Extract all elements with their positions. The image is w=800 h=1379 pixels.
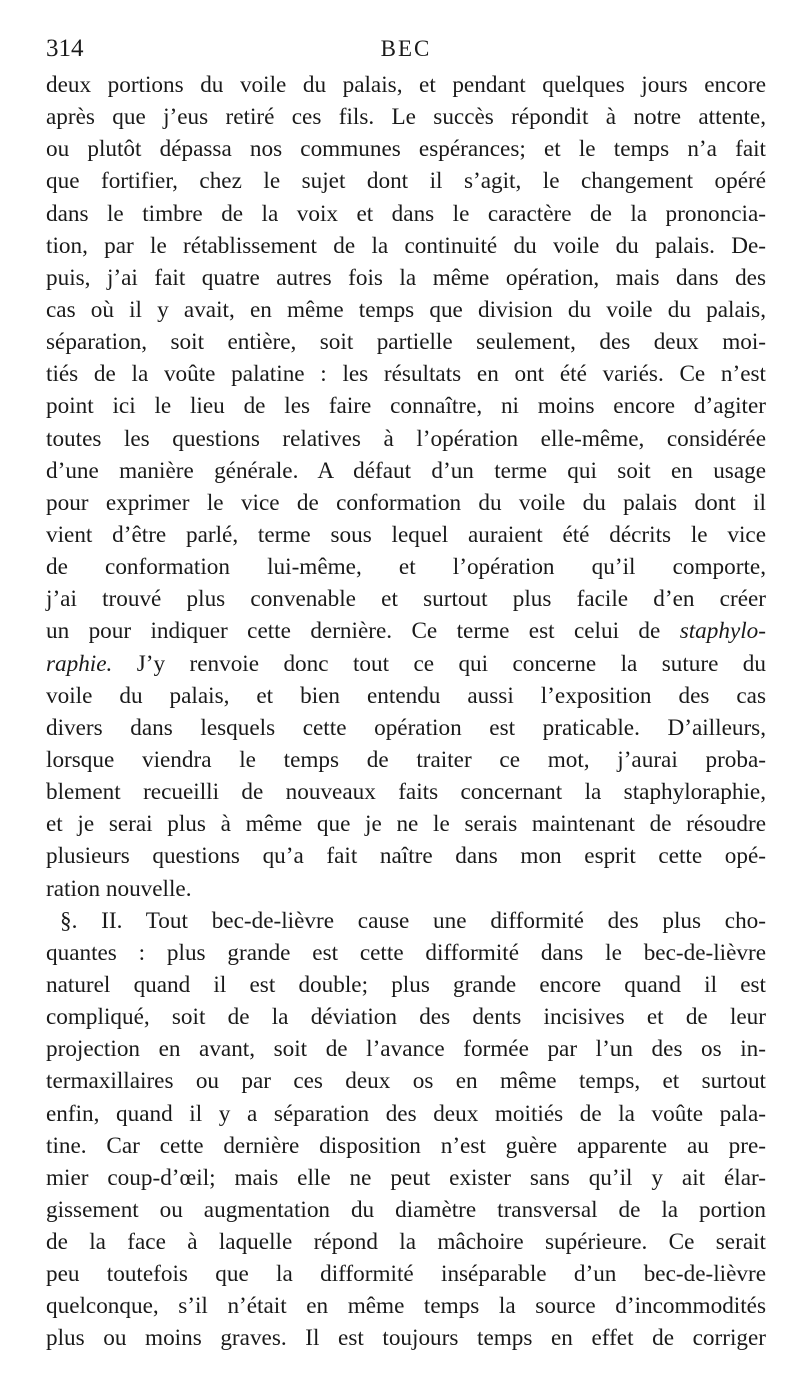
text-line: ou plutôt dépassa nos communes espérances; et le temps n’a fait bbox=[46, 136, 766, 163]
text-line: plusieurs questions qu’a fait naître dans mon esprit cette opé- bbox=[46, 843, 766, 870]
text-line: mier coup-d’œil; mais elle ne peut exister sans qu’il y ait élar- bbox=[46, 1164, 766, 1191]
running-head: BEC bbox=[380, 36, 432, 61]
text-segment: J’y renvoie donc tout ce qui concerne la suture du bbox=[112, 650, 766, 677]
text-line: gissement ou augmentation du diamètre transversal de la portion bbox=[46, 1196, 766, 1223]
text-line: tiés de la voûte palatine : les résultats en ont été variés. Ce n’est bbox=[46, 361, 766, 388]
text-line: §. II. Tout bec-de-lièvre cause une difformité des plus cho- bbox=[60, 907, 766, 934]
text-line: de conformation lui-même, et l’opération qu’il comporte, bbox=[46, 554, 766, 581]
text-line: d’une manière générale. A défaut d’un terme qui soit en usage bbox=[46, 457, 766, 484]
text-line: projection en avant, soit de l’avance formée par l’un des os in- bbox=[46, 1036, 766, 1063]
text-line: de la face à laquelle répond la mâchoire supérieure. Ce serait bbox=[46, 1229, 766, 1256]
text-line: séparation, soit entière, soit partielle seulement, des deux moi- bbox=[46, 329, 766, 356]
text-line: naturel quand il est double; plus grande encore quand il est bbox=[46, 971, 766, 998]
text-line: dans le timbre de la voix et dans le caractère de la prononcia- bbox=[46, 200, 766, 227]
text-line: toutes les questions relatives à l’opération elle-même, considérée bbox=[46, 425, 766, 452]
text-line: tine. Car cette dernière disposition n’est guère apparente au pre- bbox=[46, 1132, 766, 1159]
text-line: pour exprimer le vice de conformation du voile du palais dont il bbox=[46, 489, 766, 516]
text-line: tion, par le rétablissement de la continuité du voile du palais. De- bbox=[46, 232, 766, 259]
italic-term: staphylo- bbox=[679, 618, 766, 645]
text-line: blement recueilli de nouveaux faits concernant la staphyloraphie, bbox=[46, 779, 766, 806]
text-line: et je serai plus à même que je ne le serais maintenant de résoudre bbox=[46, 811, 766, 838]
text-line: enfin, quand il y a séparation des deux moitiés de la voûte pala- bbox=[46, 1100, 766, 1127]
text-line: point ici le lieu de les faire connaître, ni moins encore d’agiter bbox=[46, 393, 766, 420]
text-line: plus ou moins graves. Il est toujours temps en effet de corriger bbox=[46, 1325, 766, 1352]
text-line: quelconque, s’il n’était en même temps la source d’incommodités bbox=[46, 1293, 766, 1320]
text-line: divers dans lesquels cette opération est praticable. D’ailleurs, bbox=[46, 714, 766, 741]
page-header bbox=[46, 34, 766, 64]
text-line: lorsque viendra le temps de traiter ce mot, j’aurai proba- bbox=[46, 746, 766, 773]
text-line bbox=[46, 648, 766, 680]
page-number: 314 bbox=[46, 35, 84, 62]
text-line: vient d’être parlé, terme sous lequel auraient été décrits le vice bbox=[46, 521, 766, 548]
body-text bbox=[46, 69, 766, 1355]
book-page bbox=[46, 34, 766, 1355]
text-line: ration nouvelle. bbox=[46, 875, 192, 902]
text-line: quantes : plus grande est cette difformité dans le bec-de-lièvre bbox=[46, 939, 766, 966]
text-line: après que j’eus retiré ces fils. Le succès répondit à notre attente, bbox=[46, 104, 766, 131]
text-line: puis, j’ai fait quatre autres fois la même opération, mais dans des bbox=[46, 264, 766, 291]
italic-term: raphie. bbox=[46, 650, 113, 677]
text-line: peu toutefois que la difformité inséparable d’un bec-de-lièvre bbox=[46, 1261, 766, 1288]
text-line: voile du palais, et bien entendu aussi l’exposition des cas bbox=[46, 682, 766, 709]
text-line: compliqué, soit de la déviation des dents incisives et de leur bbox=[46, 1004, 766, 1031]
text-segment: un pour indiquer cette dernière. Ce terme est celui de bbox=[46, 618, 680, 645]
text-line bbox=[46, 615, 766, 647]
text-line: j’ai trouvé plus convenable et surtout plus facile d’en créer bbox=[46, 586, 766, 613]
text-line: cas où il y avait, en même temps que division du voile du palais, bbox=[46, 296, 766, 323]
text-line: que fortifier, chez le sujet dont il s’agit, le changement opéré bbox=[46, 168, 766, 195]
text-line: deux portions du voile du palais, et pendant quelques jours encore bbox=[46, 72, 766, 98]
text-line: termaxillaires ou par ces deux os en même temps, et surtout bbox=[46, 1068, 766, 1095]
